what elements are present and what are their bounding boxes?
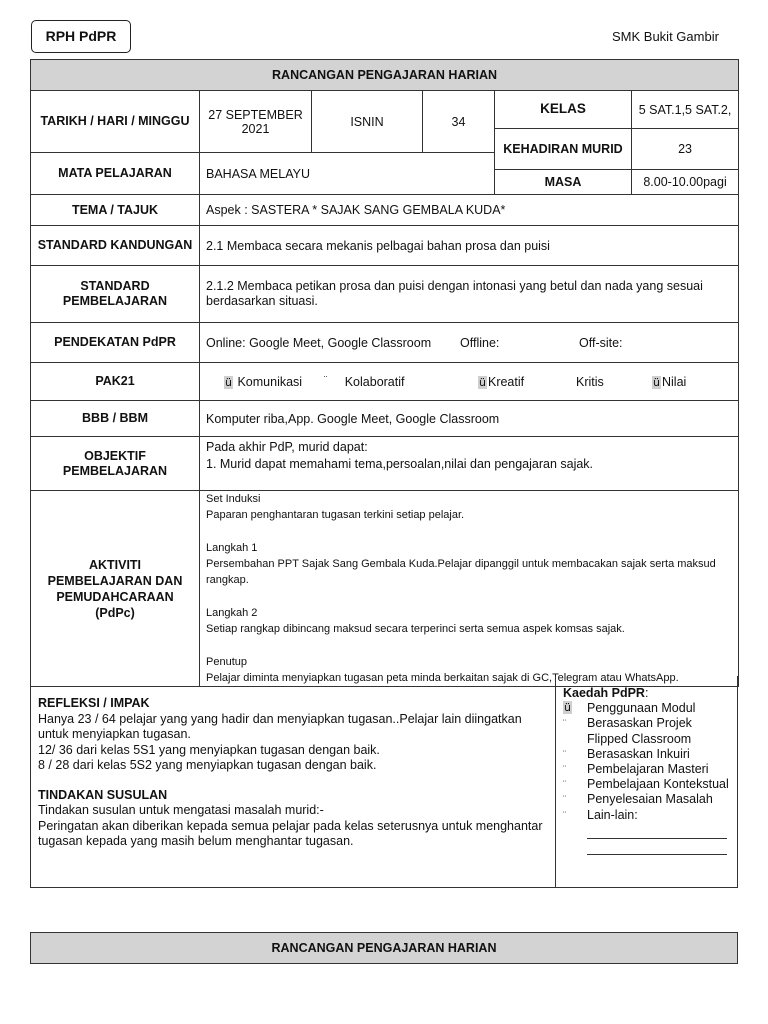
page-title: RANCANGAN PENGAJARAN HARIAN [31,60,739,91]
sk-value: 2.1 Membaca secara mekanis pelbagai bahan prosa dan puisi [200,226,739,266]
kaedah-item: ¨ Pembelajaan Kontekstual [563,777,729,792]
empty-box-icon: ¨ [563,764,566,775]
pak21-label: PAK21 [31,363,200,401]
sk-label: STANDARD KANDUNGAN [31,226,200,266]
pak21-kreatif-label: Kreatif [487,374,525,389]
check-icon: ü [564,701,571,715]
tarikh-day: ISNIN [312,91,423,153]
pak21-kritis-label: Kritis [576,374,604,389]
kaedah-item: ¨ Penyelesaian Masalah [563,792,713,807]
langkah1-text: Persembahan PPT Sajak Sang Gembala Kuda.Pelajar dipanggil untuk membacakan sajak serta maksud rangkap. [206,558,716,586]
langkah2-text: Setiap rangkap dibincang maksud secara terperinci serta semua aspek komsas sajak. [206,623,625,635]
objektif-intro: Pada akhir PdP, murid dapat: [206,440,368,454]
pak21-komunikasi-label: Komunikasi [237,374,303,389]
objektif-label: OBJEKTIF PEMBELAJARAN [31,437,200,491]
empty-box-icon [563,732,587,747]
kaedah-item: ¨ Lain-lain: [563,807,638,822]
pendekatan-offsite: Off-site: [579,335,623,350]
objektif-value [200,437,739,491]
empty-box-icon: ¨ [563,779,566,790]
masa-value: 8.00-10.00pagi [632,170,739,195]
aktiviti-label: AKTIVITI PEMBELAJARAN DAN PEMUDAHCARAAN (PdPc) [31,491,200,687]
sp-label: STANDARD PEMBELAJARAN [31,266,200,323]
refleksi-title: REFLEKSI / IMPAK [38,696,150,710]
school-name: SMK Bukit Gambir [612,29,719,44]
pendekatan-online: Online: Google Meet, Google Classroom [206,335,432,350]
empty-box-icon: ¨ [324,374,328,386]
kaedah-item: Flipped Classroom [563,732,733,747]
langkah2-title: Langkah 2 [206,607,258,619]
tindakan-title: TINDAKAN SUSULAN [38,787,168,802]
pendekatan-label: PENDEKATAN PdPR [31,323,200,363]
pak21-kritis [576,375,652,389]
tema-label: TEMA / TAJUK [31,195,200,226]
refleksi-line1: Hanya 23 / 64 pelajar yang yang hadir dan menyiapkan tugasan..Pelajar lain diingatkan untuk menyiapkan tugasan. [38,711,522,741]
bbb-value: Komputer riba,App. Google Meet, Google Classroom [200,401,739,437]
kaedah-colon: : [644,686,649,700]
rph-table [30,59,739,687]
empty-box-icon: ¨ [563,718,566,729]
pak21-kolaboratif [324,375,478,389]
pendekatan-value [200,323,739,363]
tindakan-line1: Tindakan susulan untuk mengatasi masalah murid:- [38,803,324,817]
empty-box-icon: ¨ [563,794,566,805]
kehadiran-value: 23 [632,129,739,170]
kaedah-item: ¨ Berasaskan Projek [563,716,692,731]
tindakan-line2: Peringatan akan diberikan kepada semua pelajar pada kelas seterusnya untuk menghantar tugasan kepada yang masih belum menghantar tugasan. [38,818,543,848]
set-induksi-title: Set Induksi [206,493,261,505]
refleksi-line2: 12/ 36 dari kelas 5S1 yang menyiapkan tugasan dengan baik. [38,742,380,757]
tarikh-label: TARIKH / HARI / MINGGU [31,91,200,153]
langkah1-title: Langkah 1 [206,542,258,554]
column-divider [555,676,556,887]
kaedah-item: ¨ Berasaskan Inkuiri [563,746,690,761]
blank-line [587,839,727,855]
pak21-kolaboratif-label: Kolaboratif [344,374,405,389]
tarikh-week: 34 [423,91,495,153]
kaedah-item: ¨ Pembelajaran Masteri [563,762,709,777]
refleksi-line3: 8 / 28 dari kelas 5S2 yang menyiapkan tugasan dengan baik. [38,758,377,772]
refleksi-block [38,696,553,850]
sp-value: 2.1.2 Membaca petikan prosa dan puisi dengan intonasi yang betul dan nada yang sesuai berdasarkan situasi. [200,266,739,323]
refleksi-section [30,676,738,888]
check-icon: ü [479,375,486,389]
empty-box-icon: ¨ [563,809,566,820]
page-title-2: RANCANGAN PENGAJARAN HARIAN [30,932,738,964]
pak21-options [200,363,739,401]
kaedah-block [563,686,733,855]
pak21-nilai-label: Nilai [661,374,687,389]
mata-value: BAHASA MELAYU [200,153,495,195]
check-icon: ü [653,375,660,389]
kaedah-title-row [563,686,733,701]
bbb-label: BBB / BBM [31,401,200,437]
kelas-label: KELAS [495,91,632,129]
aktiviti-value [200,491,739,687]
penutup-text: Pelajar diminta menyiapkan tugasan peta minda berkaitan sajak di GC,Telegram atau WhatsApp. [206,672,679,684]
pak21-kreatif [478,375,576,389]
rph-badge: RPH PdPR [31,20,131,53]
pak21-nilai [652,375,686,389]
tarikh-date: 27 SEPTEMBER 2021 [200,91,312,153]
kaedah-title: Kaedah PdPR [563,686,645,700]
check-icon: ü [225,375,232,389]
blank-line [587,823,727,839]
objektif-item: 1. Murid dapat memahami tema,persoalan,nilai dan pengajaran sajak. [206,457,594,471]
set-induksi-text: Paparan penghantaran tugasan terkini setiap pelajar. [206,509,465,521]
empty-box-icon: ¨ [563,748,566,759]
kelas-value: 5 SAT.1,5 SAT.2, [632,91,739,129]
kehadiran-label: KEHADIRAN MURID [495,129,632,170]
penutup-title: Penutup [206,656,247,668]
masa-label: MASA [495,170,632,195]
tema-value: Aspek : SASTERA * SAJAK SANG GEMBALA KUDA* [200,195,739,226]
pendekatan-offline: Offline: [460,335,500,350]
mata-label: MATA PELAJARAN [31,153,200,195]
pak21-komunikasi [224,375,324,389]
kaedah-item: ü Penggunaan Modul [564,701,696,716]
